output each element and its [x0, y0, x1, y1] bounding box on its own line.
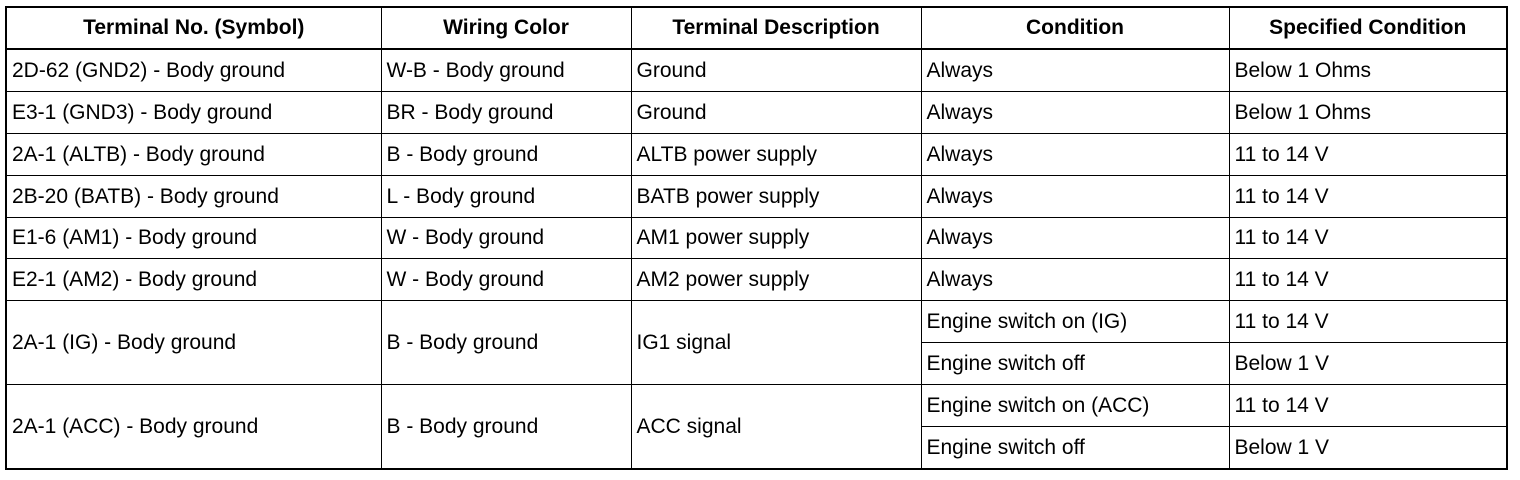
cell-specified-condition: Below 1 Ohms	[1229, 91, 1507, 133]
cell-terminal-description: IG1 signal	[631, 301, 921, 385]
cell-specified-condition: Below 1 Ohms	[1229, 49, 1507, 91]
cell-wiring-color: BR - Body ground	[381, 91, 631, 133]
cell-specified-condition: 11 to 14 V	[1229, 133, 1507, 175]
cell-specified-condition: 11 to 14 V	[1229, 259, 1507, 301]
table-row	[6, 217, 1507, 259]
cell-condition: Always	[921, 49, 1229, 91]
cell-condition: Engine switch off	[921, 427, 1229, 469]
cell-specified-condition: 11 to 14 V	[1229, 217, 1507, 259]
table-row	[6, 301, 1507, 343]
cell-terminal-description: ALTB power supply	[631, 133, 921, 175]
cell-terminal: 2B-20 (BATB) - Body ground	[6, 175, 381, 217]
table-row	[6, 385, 1507, 427]
cell-wiring-color: W - Body ground	[381, 217, 631, 259]
cell-condition: Engine switch on (ACC)	[921, 385, 1229, 427]
header-wiring-color: Wiring Color	[381, 7, 631, 49]
cell-specified-condition: 11 to 14 V	[1229, 301, 1507, 343]
cell-terminal-description: AM2 power supply	[631, 259, 921, 301]
cell-specified-condition: Below 1 V	[1229, 427, 1507, 469]
terminal-table	[5, 6, 1508, 470]
cell-terminal: 2D-62 (GND2) - Body ground	[6, 49, 381, 91]
cell-specified-condition: 11 to 14 V	[1229, 385, 1507, 427]
header-specified-condition: Specified Condition	[1229, 7, 1507, 49]
cell-condition: Engine switch off	[921, 343, 1229, 385]
cell-condition: Always	[921, 217, 1229, 259]
cell-terminal-description: ACC signal	[631, 385, 921, 469]
header-condition: Condition	[921, 7, 1229, 49]
cell-wiring-color: L - Body ground	[381, 175, 631, 217]
cell-specified-condition: 11 to 14 V	[1229, 175, 1507, 217]
header-terminal: Terminal No. (Symbol)	[6, 7, 381, 49]
cell-terminal: E2-1 (AM2) - Body ground	[6, 259, 381, 301]
cell-condition: Always	[921, 91, 1229, 133]
cell-terminal-description: AM1 power supply	[631, 217, 921, 259]
cell-wiring-color: B - Body ground	[381, 133, 631, 175]
table-row	[6, 133, 1507, 175]
header-terminal-description: Terminal Description	[631, 7, 921, 49]
cell-terminal-description: BATB power supply	[631, 175, 921, 217]
table-body	[6, 49, 1507, 469]
cell-wiring-color: B - Body ground	[381, 301, 631, 385]
cell-condition: Always	[921, 133, 1229, 175]
cell-wiring-color: B - Body ground	[381, 385, 631, 469]
header-row	[6, 7, 1507, 49]
cell-condition: Engine switch on (IG)	[921, 301, 1229, 343]
cell-terminal: E3-1 (GND3) - Body ground	[6, 91, 381, 133]
cell-specified-condition: Below 1 V	[1229, 343, 1507, 385]
table-row	[6, 49, 1507, 91]
cell-condition: Always	[921, 175, 1229, 217]
cell-terminal: 2A-1 (ALTB) - Body ground	[6, 133, 381, 175]
table-header	[6, 7, 1507, 49]
cell-wiring-color: W - Body ground	[381, 259, 631, 301]
cell-terminal: 2A-1 (IG) - Body ground	[6, 301, 381, 385]
table-row	[6, 91, 1507, 133]
cell-condition: Always	[921, 259, 1229, 301]
cell-terminal: E1-6 (AM1) - Body ground	[6, 217, 381, 259]
cell-terminal-description: Ground	[631, 91, 921, 133]
cell-terminal: 2A-1 (ACC) - Body ground	[6, 385, 381, 469]
cell-wiring-color: W-B - Body ground	[381, 49, 631, 91]
cell-terminal-description: Ground	[631, 49, 921, 91]
table-row	[6, 175, 1507, 217]
table-row	[6, 259, 1507, 301]
